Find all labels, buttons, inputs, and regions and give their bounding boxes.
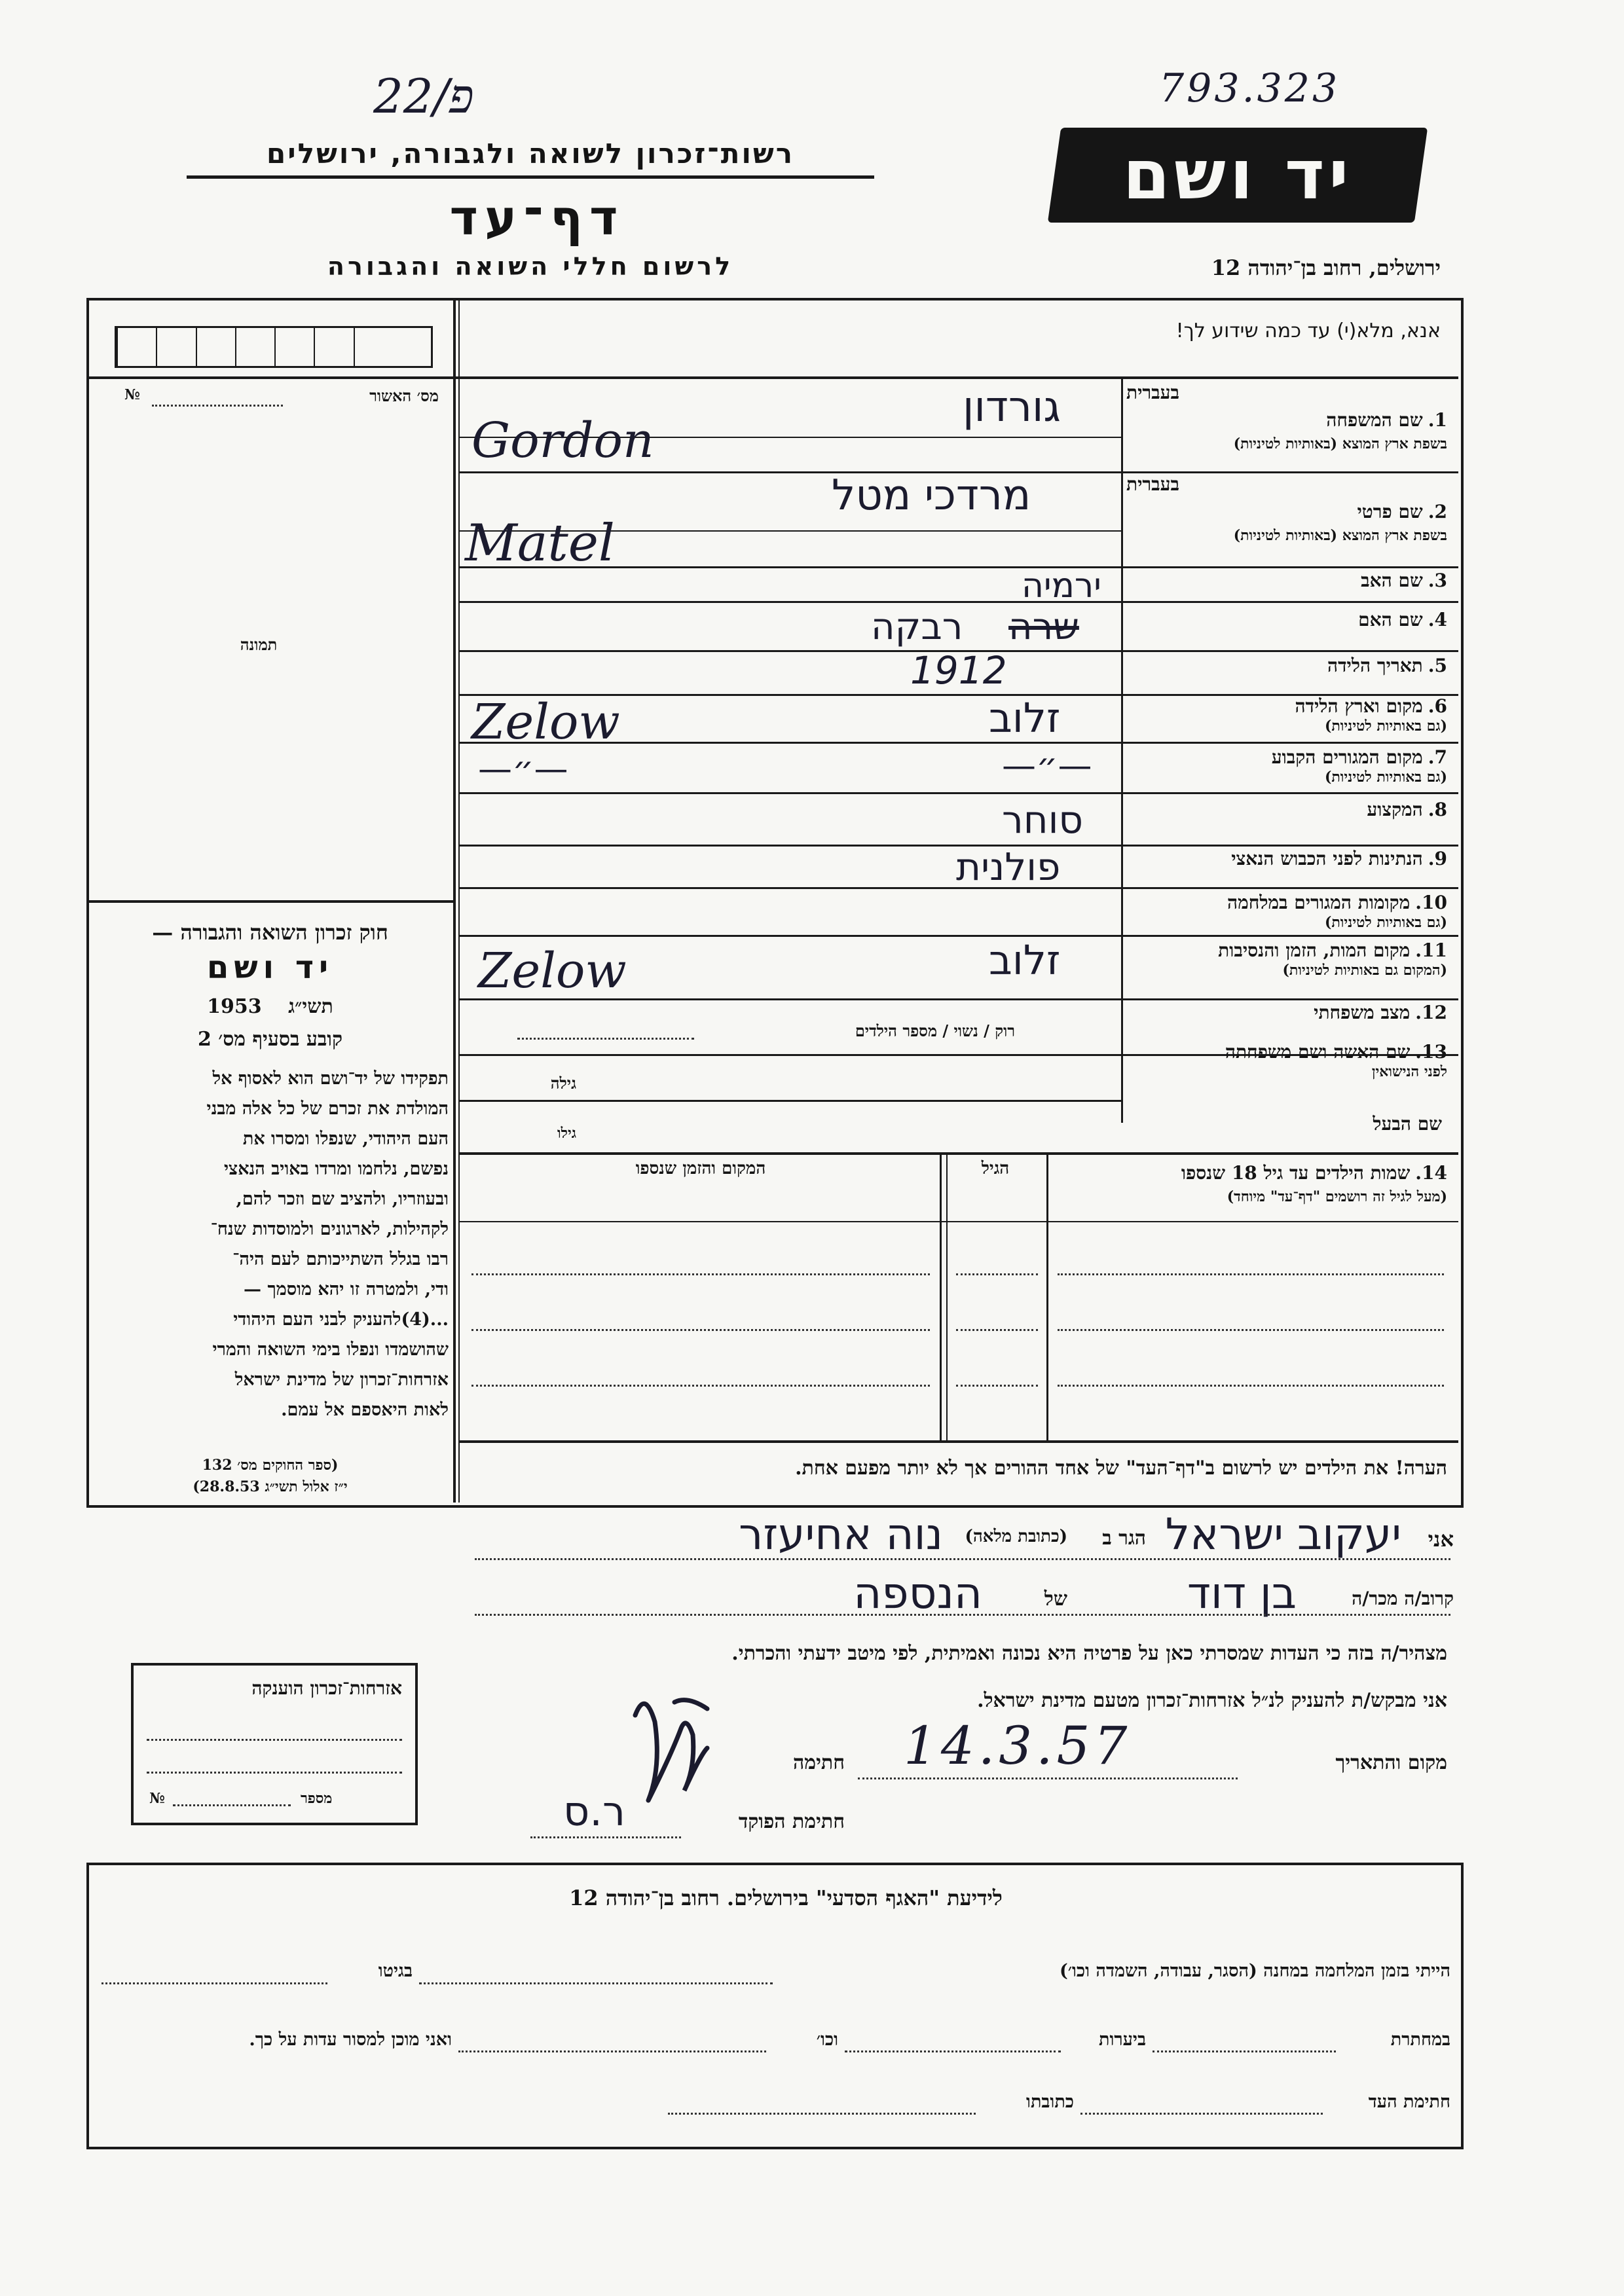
field-label-text: מקומות המגורים במלחמה xyxy=(1227,892,1411,913)
of-label: של xyxy=(1044,1588,1067,1611)
wife-age-label: גילה xyxy=(550,1074,576,1093)
field-number: 13. xyxy=(1415,1041,1447,1063)
field-label-text: מצב משפחתי xyxy=(1314,1002,1411,1023)
birthplace-latin: Zelow xyxy=(471,694,620,750)
official-initials: ר.ס xyxy=(563,1787,625,1835)
law-text-line: ...(4)להעניק לבני העם היהודי xyxy=(233,1309,449,1330)
children-col-place: המקום והזמן שנספו xyxy=(635,1159,766,1178)
field-label-9 xyxy=(1126,848,1447,870)
husband-age-label: גילו xyxy=(557,1125,576,1142)
field-number: 3. xyxy=(1428,570,1447,591)
field-label-text: המקצוע xyxy=(1367,799,1423,820)
law-title: חוק זכרון השואה והגבורה — xyxy=(152,920,388,945)
first-name-hebrew: מרדכי מטל xyxy=(832,471,1031,520)
field-number: 8. xyxy=(1428,799,1447,820)
law-year-number: 1953 xyxy=(207,995,262,1018)
declarant-i-label: אני xyxy=(1428,1527,1454,1552)
field-label-text: שם האשה ושם משפחתה xyxy=(1225,1041,1411,1063)
registry-boxes xyxy=(115,326,433,368)
approval-number-sign: № xyxy=(124,386,140,403)
law-source-1: (ספר החוקים מס׳ 132 xyxy=(202,1457,339,1474)
children-title-text: שמות הילדים עד גיל 18 שנספו xyxy=(1181,1162,1411,1184)
logo-text: יד ושם xyxy=(1122,135,1353,215)
signature-scribble xyxy=(609,1676,727,1813)
law-text-line: אזרחות־זכרון של מדינת ישראל xyxy=(234,1370,449,1390)
bottom-line3-b: כתובתו xyxy=(1026,2092,1074,2112)
field-label-text: תאריך הלידה xyxy=(1327,655,1423,676)
field-label-text: שם האם xyxy=(1358,609,1423,630)
hebrew-tag: בעברית xyxy=(1126,473,1180,495)
declaration: מצהיר/ה בזה כי העדות שמסרתי כאן על פרטיה היא נכונה ואמיתית, לפי מיטב ידעתי והכרתי. xyxy=(731,1642,1447,1665)
father-name: ירמיה xyxy=(1022,566,1101,606)
law-text-line: שהושמדו ונפלו בימי השואה והמרי xyxy=(212,1339,449,1360)
bottom-title: לידיעת "האגף הסדעי" בירושלים. רחוב בן־יהודה 12 xyxy=(569,1886,1003,1910)
family-name-hebrew: גורדון xyxy=(963,383,1061,431)
date-value: 14.3.57 xyxy=(904,1715,1132,1776)
place-date-label: מקום והתאריך xyxy=(1335,1751,1447,1774)
law-source-2: י״ז אלול תשי״ג 28.8.53) xyxy=(193,1478,348,1495)
field-label-14 xyxy=(1126,1113,1447,1135)
law-text-line: לאות היאספם אל עמם. xyxy=(281,1400,449,1420)
family-name-latin: Gordon xyxy=(471,412,654,469)
field-number: 9. xyxy=(1428,848,1447,869)
nationality: פולנית xyxy=(956,845,1061,889)
field-label-text: הנתינות לפני הכבוש הנאצי xyxy=(1231,848,1423,869)
law-text-line: ודי, ולמטרה זו יהא מוסמך — xyxy=(244,1279,449,1300)
field-label-2 xyxy=(1126,501,1447,523)
bottom-line1-label: הייתי בזמן המלחמה במחנה (הסגר, עבודה, השמדה וכו׳) xyxy=(1060,1961,1450,1981)
law-text-line: המולדת את זכרם של כל אלה מבני xyxy=(206,1099,449,1119)
bottom-line2-b: ביערות xyxy=(1098,2030,1146,2050)
field-hint: (גם באותיות לטיניות) xyxy=(1324,718,1447,735)
note: הערה! את הילדים יש לרשום ב"דף־העד" של אחד ההורים אך לא יותר מפעם אחת. xyxy=(795,1457,1447,1480)
profession: סוחר xyxy=(1002,797,1084,842)
field-number: 2. xyxy=(1428,501,1447,522)
field-label-1 xyxy=(1126,409,1447,431)
law-year xyxy=(92,995,449,1018)
birthplace-hebrew: זלוב xyxy=(989,694,1061,742)
form-title: דף־עד xyxy=(449,190,625,246)
law-section: קובע בסעיף מס׳ 2 xyxy=(197,1028,343,1051)
declarant-name: יעקוב ישראל xyxy=(1165,1509,1401,1559)
law-text-line: העם היהודי, שנפלו ומסרו את xyxy=(242,1129,449,1149)
archive-number: 793.323 xyxy=(1159,65,1340,111)
approval-number-label: מס׳ האשור xyxy=(369,386,439,405)
citizenship-box-number-label: מספר xyxy=(301,1790,333,1807)
declarant-line-2 xyxy=(471,1568,1454,1624)
field-hint: בשפת ארץ המוצא (באותיות לטיניות) xyxy=(1233,527,1447,544)
hebrew-tag: בעברית xyxy=(1126,382,1180,403)
residing-label: הגר ב xyxy=(1102,1527,1146,1550)
law-text xyxy=(92,1064,449,1425)
bottom-line1-end: בגיטו xyxy=(378,1961,413,1981)
mother-name: רבקה xyxy=(871,606,963,648)
field-number: 12. xyxy=(1415,1002,1447,1023)
bottom-line2-c: וכו׳ xyxy=(816,2030,838,2050)
field-label-4 xyxy=(1126,609,1447,631)
birth-date: 1912 xyxy=(910,648,1007,693)
field-number: 11. xyxy=(1415,939,1447,961)
signature-label: חתימה xyxy=(793,1751,845,1774)
request: אני מבקש/ת להעניק לנ״ל אזרחות־זכרון מטעם מדינת ישראל. xyxy=(977,1689,1447,1712)
declarant-line-1 xyxy=(471,1509,1454,1565)
bottom-line2-a: במחתרת xyxy=(1390,2030,1450,2050)
field-label-3 xyxy=(1126,570,1447,592)
field-number: 4. xyxy=(1428,609,1447,630)
field-number: 10. xyxy=(1415,892,1447,913)
law-text-line: ובעוזריו, ולהציב שם וזכר להם, xyxy=(236,1189,449,1209)
children-title xyxy=(1054,1162,1447,1184)
relative-label: קרוב/ה מכר/ה xyxy=(1352,1588,1454,1609)
field-label-8 xyxy=(1126,799,1447,821)
field-hint: לפני הנישואין xyxy=(1371,1063,1447,1080)
field-label-13 xyxy=(1126,1041,1447,1063)
field-label-text: מקום וארץ הלידה xyxy=(1295,695,1423,717)
field-number: 7. xyxy=(1428,746,1447,768)
children-col-age: הגיל xyxy=(981,1159,1010,1178)
field-label-7 xyxy=(1126,746,1447,769)
death-place-hebrew: זלוב xyxy=(989,936,1061,984)
photo-label: תמונה xyxy=(240,635,278,654)
mother-name-struck: שרה xyxy=(1008,606,1079,648)
field-label-text: שם הבעל xyxy=(1373,1113,1442,1135)
field-label-text: שם המשפחה xyxy=(1326,409,1423,431)
field-label-text: שם האב xyxy=(1361,570,1423,591)
top-annotation: 22/פ xyxy=(373,69,474,124)
intro: אנא, מלא(י) עד כמה שידוע לך! xyxy=(1175,319,1441,342)
label-column-divider xyxy=(1121,376,1123,1123)
bottom-line3-a: חתימת העד xyxy=(1368,2092,1450,2112)
residence-hebrew: —״— xyxy=(1002,746,1092,786)
marital-status-options: רוק / נשוי / מספר הילדים xyxy=(855,1021,1015,1040)
field-label-12 xyxy=(1126,1002,1447,1024)
official-signature-label: חתימת הפוקד xyxy=(738,1810,845,1833)
field-label-text: שם פרטי xyxy=(1357,501,1423,522)
field-label-11 xyxy=(1126,939,1447,962)
bottom-line2-end: ואני מוכן למסור עדות על כך. xyxy=(249,2030,452,2050)
field-label-text: מקום המגורים הקבוע xyxy=(1271,746,1423,768)
law-text-line: נפשם, נלחמו ומרדו באויב הנאצי xyxy=(223,1159,449,1179)
declarant-address: נוה אחיעזר xyxy=(739,1509,943,1559)
field-number: 1. xyxy=(1428,409,1447,431)
form-subtitle: לרשום חללי השואה והגבורה xyxy=(327,252,734,281)
citizenship-box-number-sign: № xyxy=(149,1790,165,1807)
children-hint: (מעל לגיל זה רושמים "דף־עד" מיוחד) xyxy=(1227,1188,1447,1205)
field-label-10 xyxy=(1126,892,1447,914)
law-text-line: רבו בגלל השתייכותם לעם היה־ xyxy=(232,1249,449,1269)
of-value: הנספה xyxy=(853,1568,982,1618)
first-name-latin: Matel xyxy=(465,514,615,573)
residence-latin: —״— xyxy=(478,750,568,789)
field-number: 6. xyxy=(1428,695,1447,717)
address-hint: (כתובת מלאה) xyxy=(965,1527,1067,1546)
field-hint: בשפת ארץ המוצא (באותיות לטיניות) xyxy=(1233,435,1447,452)
law-name: יד ושם xyxy=(206,949,334,986)
field-label-text: מקום המות, הזמן והנסיבות xyxy=(1218,939,1411,961)
field-number: 5. xyxy=(1428,655,1447,676)
authority-title: רשות־זכרון לשואה ולגבורה, ירושלים xyxy=(266,137,795,170)
citizenship-box-title: אזרחות־זכרון הוענקה xyxy=(251,1677,402,1699)
yad-vashem-logo xyxy=(1048,128,1428,223)
field-label-5 xyxy=(1126,655,1447,677)
citizenship-box xyxy=(131,1663,418,1825)
children-number: 14. xyxy=(1415,1162,1447,1184)
title-underline xyxy=(187,175,874,179)
law-year-hebrew: תשי״ג xyxy=(288,995,333,1018)
field-hint: (גם באותיות לטיניות) xyxy=(1324,914,1447,931)
relation: בן דוד xyxy=(1187,1568,1297,1618)
field-hint: (המקום גם באותיות לטיניות) xyxy=(1282,962,1447,979)
address: ירושלים, רחוב בן־יהודה 12 xyxy=(1211,255,1441,280)
law-text-line: לקהילות, לארגונים ולמוסדות שנח־ xyxy=(210,1219,449,1239)
field-label-6 xyxy=(1126,695,1447,718)
law-text-line: תפקידו של יד־ושם הוא לאסוף אל xyxy=(212,1068,449,1089)
field-hint: (גם באותיות לטיניות) xyxy=(1324,769,1447,786)
death-place-latin: Zelow xyxy=(478,943,627,999)
